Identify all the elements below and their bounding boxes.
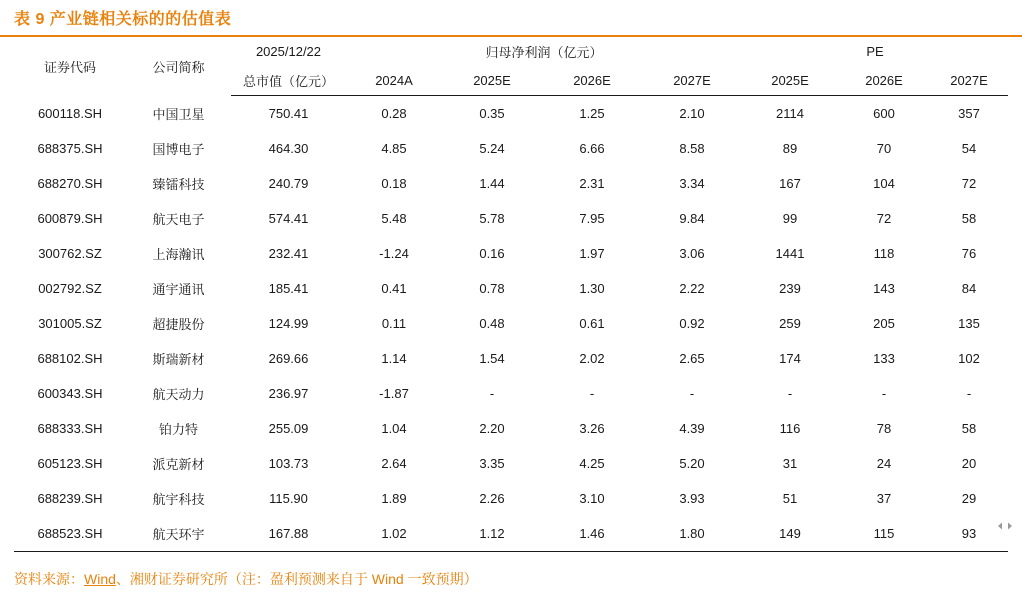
- th-code: 证券代码: [43, 59, 96, 75]
- cell-pe-2026e: 600: [873, 106, 895, 121]
- th-date-group: 2025/12/22: [255, 44, 322, 59]
- th-pe-2026e: 2026E: [838, 66, 930, 96]
- cell-name: 航宇科技: [152, 492, 205, 507]
- cell-name: 上海瀚讯: [152, 247, 205, 262]
- cell-pe-2027e: 357: [958, 106, 980, 121]
- cell-profit-2027e: 3.93: [679, 491, 705, 506]
- cell-pe-2027e: 58: [961, 421, 977, 436]
- cell-pe-2026e: 37: [876, 491, 892, 506]
- cell-pe-2027e: 58: [961, 211, 977, 226]
- cell-code: 688270.SH: [37, 176, 103, 191]
- cell-code: 600879.SH: [37, 211, 103, 226]
- cell-profit-2027e: 8.58: [679, 141, 705, 156]
- cell-pe-2027e: -: [966, 386, 972, 401]
- source-wind-link[interactable]: Wind: [84, 571, 116, 587]
- th-pe-group: PE: [866, 44, 884, 59]
- cell-pe-2025e: 89: [782, 141, 798, 156]
- cell-pe-2025e: 1441: [775, 246, 805, 261]
- cell-profit-2025e: 3.35: [479, 456, 505, 471]
- cell-pe-2025e: 239: [779, 281, 801, 296]
- cell-pe-2025e: 2114: [776, 106, 804, 121]
- cell-profit-2025e: 0.16: [479, 246, 505, 261]
- cell-pe-2026e: 118: [873, 246, 895, 261]
- cell-profit-2026e: 3.10: [579, 491, 605, 506]
- cell-profit-2027e: 2.10: [679, 106, 705, 121]
- table-body: [14, 96, 1008, 552]
- table-header: [14, 37, 1008, 96]
- table-row: [14, 131, 1008, 166]
- cell-profit-2025e: -: [489, 386, 495, 401]
- cell-mktcap: 255.09: [268, 421, 309, 436]
- cell-profit-2026e: 6.66: [579, 141, 605, 156]
- cell-pe-2027e: 29: [961, 491, 977, 506]
- table-row: [14, 236, 1008, 271]
- cell-pe-2026e: 133: [873, 351, 895, 366]
- source-suffix: 、湘财证券研究所（注：盈利预测来自于 Wind 一致预期）: [115, 571, 478, 587]
- cell-profit-2026e: 1.46: [542, 516, 642, 552]
- cell-profit-2025e: 1.12: [442, 516, 542, 552]
- cell-code: 600343.SH: [37, 386, 103, 401]
- cell-profit-2026e: 1.97: [579, 246, 605, 261]
- cell-name: 航天动力: [152, 387, 205, 402]
- cell-profit-2026e: 2.02: [579, 351, 605, 366]
- table-row: [14, 96, 1008, 132]
- table-container: [0, 37, 1022, 552]
- cell-pe-2027e: 72: [961, 176, 977, 191]
- cell-mktcap: 269.66: [268, 351, 309, 366]
- cell-profit-2026e: 3.26: [579, 421, 605, 436]
- cell-profit-2025e: 0.48: [479, 316, 505, 331]
- cell-name: 派克新材: [152, 457, 205, 472]
- cell-pe-2027e: 20: [961, 456, 977, 471]
- table-row: [14, 306, 1008, 341]
- cell-profit-2025e: 1.44: [479, 176, 505, 191]
- th-2025e: 2025E: [442, 66, 542, 96]
- cell-profit-2024a: 2.64: [381, 456, 407, 471]
- cell-profit-2026e: 7.95: [579, 211, 605, 226]
- cell-pe-2025e: 51: [782, 491, 798, 506]
- cell-name: 超捷股份: [152, 317, 205, 332]
- cell-profit-2025e: 5.78: [479, 211, 505, 226]
- cell-code: 600118.SH: [37, 105, 103, 121]
- cell-pe-2026e: 78: [876, 421, 892, 436]
- cell-name: 中国卫星: [152, 106, 205, 122]
- cell-code: 605123.SH: [37, 456, 103, 471]
- cell-pe-2026e: -: [881, 386, 887, 401]
- cell-pe-2025e: 99: [782, 211, 798, 226]
- cell-profit-2024a: 1.14: [381, 351, 407, 366]
- cell-code: 688523.SH: [14, 516, 126, 552]
- cell-name: 通宇通讯: [152, 282, 205, 297]
- source-note: [14, 569, 478, 589]
- cell-profit-2026e: 2.31: [579, 176, 605, 191]
- cell-profit-2025e: 0.35: [479, 106, 505, 121]
- th-name: 公司简称: [152, 59, 205, 75]
- cell-pe-2027e: 54: [961, 141, 977, 156]
- cell-pe-2025e: 149: [742, 516, 838, 552]
- cell-code: 002792.SZ: [38, 281, 102, 296]
- cell-pe-2025e: 167: [779, 176, 801, 191]
- th-mktcap: 总市值（亿元）: [231, 66, 346, 96]
- th-2024a: 2024A: [346, 66, 442, 96]
- cell-name: 航天电子: [152, 212, 205, 227]
- cell-name: 斯瑞新材: [152, 352, 205, 367]
- cell-pe-2025e: -: [787, 386, 793, 401]
- header-group-row: [14, 37, 1008, 66]
- table-title-bar: [0, 0, 1022, 37]
- cell-pe-2026e: 143: [873, 281, 895, 296]
- cell-profit-2027e: 3.34: [679, 176, 705, 191]
- cell-profit-2027e: 3.06: [679, 246, 705, 261]
- cell-mktcap: 232.41: [268, 246, 309, 261]
- cell-profit-2026e: -: [589, 386, 595, 401]
- cell-profit-2026e: 1.30: [579, 281, 605, 296]
- cell-name: 铂力特: [158, 422, 198, 437]
- cell-profit-2027e: 1.80: [642, 516, 742, 552]
- cell-pe-2025e: 259: [779, 316, 801, 331]
- valuation-table: [14, 37, 1008, 552]
- cell-mktcap: 464.30: [268, 141, 309, 156]
- cell-pe-2026e: 115: [838, 516, 930, 552]
- cell-mktcap: 574.41: [268, 211, 309, 226]
- page-title: 表 9 产业链相关标的的估值表: [14, 11, 232, 28]
- cell-name: 国博电子: [152, 142, 205, 157]
- expand-arrows-icon[interactable]: [996, 517, 1014, 535]
- cell-code: 688239.SH: [37, 491, 103, 506]
- cell-pe-2027e: 93: [930, 516, 1008, 552]
- table-row: [14, 446, 1008, 481]
- cell-profit-2024a: 1.89: [381, 491, 407, 506]
- cell-name: 航天环宇: [126, 516, 231, 552]
- table-row: [14, 166, 1008, 201]
- cell-pe-2026e: 70: [876, 141, 892, 156]
- table-row: [14, 341, 1008, 376]
- cell-profit-2025e: 5.24: [479, 141, 505, 156]
- th-pe-2027e: 2027E: [930, 66, 1008, 96]
- cell-pe-2026e: 24: [876, 456, 892, 471]
- cell-name: 臻镭科技: [152, 177, 205, 192]
- cell-profit-2025e: 2.26: [479, 491, 505, 506]
- cell-profit-2027e: 9.84: [679, 211, 705, 226]
- cell-profit-2024a: 0.11: [381, 316, 407, 331]
- cell-profit-2024a: 0.28: [381, 106, 407, 121]
- cell-profit-2024a: 1.04: [381, 421, 407, 436]
- cell-pe-2027e: 102: [958, 351, 980, 366]
- cell-code: 688375.SH: [37, 141, 103, 156]
- th-profit-group: 归母净利润（亿元）: [485, 45, 603, 60]
- cell-profit-2025e: 0.78: [479, 281, 505, 296]
- cell-profit-2024a: -1.87: [379, 386, 409, 401]
- cell-mktcap: 185.41: [268, 281, 309, 296]
- table-row: [14, 201, 1008, 236]
- cell-profit-2026e: 0.61: [579, 316, 605, 331]
- table-row: [14, 481, 1008, 516]
- cell-profit-2026e: 4.25: [579, 456, 605, 471]
- cell-profit-2024a: -1.24: [379, 246, 409, 261]
- cell-mktcap: 103.73: [268, 456, 309, 471]
- cell-pe-2026e: 104: [873, 176, 895, 191]
- cell-mktcap: 236.97: [268, 386, 309, 401]
- cell-profit-2024a: 0.41: [381, 281, 407, 296]
- th-2027e: 2027E: [642, 66, 742, 96]
- th-pe-2025e: 2025E: [742, 66, 838, 96]
- cell-code: 688333.SH: [37, 421, 103, 436]
- cell-mktcap: 124.99: [268, 316, 309, 331]
- cell-profit-2027e: 5.20: [679, 456, 705, 471]
- cell-profit-2024a: 5.48: [381, 211, 407, 226]
- cell-pe-2027e: 84: [961, 281, 977, 296]
- cell-profit-2024a: 1.02: [346, 516, 442, 552]
- cell-profit-2027e: 4.39: [679, 421, 705, 436]
- cell-pe-2026e: 205: [873, 316, 895, 331]
- cell-mktcap: 167.88: [231, 516, 346, 552]
- cell-mktcap: 750.41: [268, 106, 309, 121]
- cell-code: 300762.SZ: [38, 246, 102, 261]
- table-row: [14, 411, 1008, 446]
- cell-pe-2027e: 135: [958, 316, 980, 331]
- cell-profit-2027e: 2.22: [679, 281, 705, 296]
- cell-pe-2025e: 31: [782, 456, 798, 471]
- cell-pe-2025e: 174: [779, 351, 801, 366]
- table-row: [14, 376, 1008, 411]
- cell-mktcap: 115.90: [269, 491, 308, 506]
- cell-mktcap: 240.79: [268, 176, 309, 191]
- cell-profit-2024a: 4.85: [381, 141, 407, 156]
- cell-code: 688102.SH: [37, 351, 103, 366]
- cell-profit-2027e: 2.65: [679, 351, 705, 366]
- cell-profit-2027e: -: [689, 386, 695, 401]
- cell-profit-2027e: 0.92: [679, 316, 705, 331]
- table-row: [14, 516, 1008, 552]
- cell-profit-2026e: 1.25: [579, 106, 605, 121]
- cell-pe-2026e: 72: [876, 211, 892, 226]
- th-2026e: 2026E: [542, 66, 642, 96]
- cell-pe-2027e: 76: [961, 246, 977, 261]
- cell-profit-2024a: 0.18: [381, 176, 407, 191]
- table-row: [14, 271, 1008, 306]
- cell-profit-2025e: 1.54: [479, 351, 505, 366]
- cell-profit-2025e: 2.20: [479, 421, 505, 436]
- cell-pe-2025e: 116: [779, 421, 801, 436]
- cell-code: 301005.SZ: [38, 316, 102, 331]
- source-prefix: 资料来源：: [14, 571, 84, 587]
